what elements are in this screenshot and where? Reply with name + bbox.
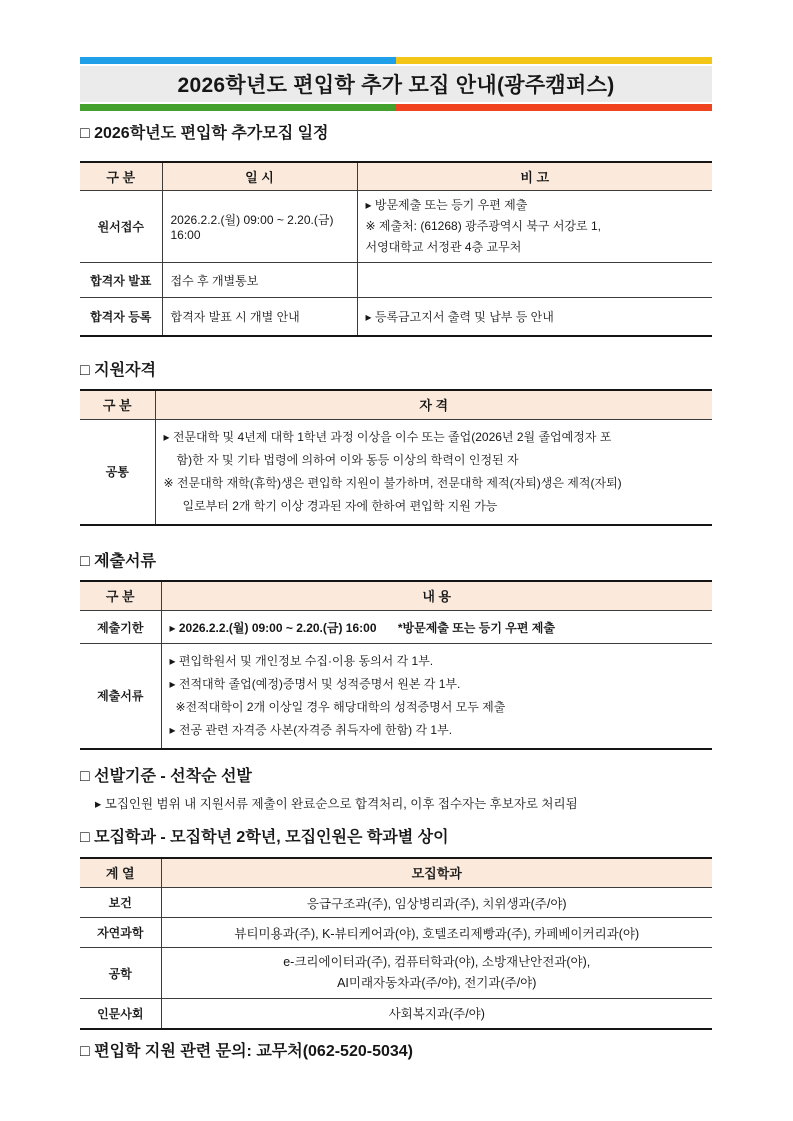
- banner-bottom-bar: [80, 104, 712, 111]
- material-item: ▸ 편입학원서 및 개인정보 수집·이용 동의서 각 1부.: [169, 653, 434, 668]
- row-label: 제출서류: [80, 644, 161, 749]
- row-label: 공통: [80, 420, 155, 525]
- section-heading-criteria: □ 선발기준 - 선착순 선발: [80, 767, 252, 785]
- footer-contact: □ 편입학 지원 관련 문의: 교무처(062-520-5034): [80, 1042, 413, 1060]
- section-heading-departments: □ 모집학과 - 모집학년 2학년, 모집인원은 학과별 상이: [80, 828, 449, 846]
- departments-row-humanities: [80, 999, 712, 1029]
- announcement-remarks: [357, 263, 712, 298]
- departments-header-row: [80, 858, 712, 888]
- criteria-bullet: ▸ 모집인원 범위 내 지원서류 제출이 완료순으로 합격처리, 이후 접수자는 후보자로 처리됨: [95, 796, 578, 811]
- remark-line: 서영대학교 서정관 4층 교무처: [365, 240, 522, 254]
- banner-top-bar: [80, 57, 712, 64]
- schedule-col-remarks: 비 고: [357, 162, 712, 191]
- page-title: 2026학년도 편입학 추가 모집 안내(광주캠퍼스): [177, 74, 615, 97]
- documents-table: [80, 580, 712, 750]
- title-banner: [80, 57, 712, 111]
- field-label: 자연과학: [80, 918, 161, 948]
- qualification-line: ▸ 전문대학 및 4년제 대학 1학년 과정 이상을 이수 또는 졸업(2026년 2월 졸업예정자 포: [163, 429, 612, 444]
- field-label: 인문사회: [80, 999, 161, 1029]
- departments-row-engineering: [80, 948, 712, 999]
- deadline-content: [161, 611, 712, 644]
- majors-line: AI미래자동차과(주/야), 전기과(주/야): [337, 976, 537, 990]
- document-content: [80, 0, 712, 1062]
- qualification-col-requirements: 자 격: [155, 390, 712, 420]
- material-item: ※전적대학이 2개 이상일 경우 해당대학의 성적증명서 모두 제출: [175, 699, 506, 714]
- field-label: 보건: [80, 888, 161, 918]
- qualification-table: [80, 389, 712, 526]
- row-label: 합격자 등록: [80, 298, 162, 336]
- remark-line: ※ 제출처: (61268) 광주광역시 북구 서강로 1,: [365, 219, 601, 233]
- documents-row-materials: [80, 644, 712, 749]
- departments-col-field: 계 열: [80, 858, 161, 888]
- announcement-info: 접수 후 개별통보: [162, 263, 357, 298]
- banner-bar-red: [396, 104, 712, 111]
- registration-remarks: ▸ 등록금고지서 출력 및 납부 등 안내: [365, 309, 554, 324]
- qualification-header-row: [80, 390, 712, 420]
- banner-bar-yellow: [396, 57, 712, 64]
- remark-line: ▸ 방문제출 또는 등기 우편 제출: [365, 198, 528, 212]
- application-period: 2026.2.2.(월) 09:00 ~ 2.20.(금) 16:00: [162, 191, 357, 263]
- qualification-line: 함)한 자 및 기타 법령에 의하여 이와 동등 이상의 학력이 인정된 자: [176, 452, 519, 467]
- majors-line: e-크리에이터과(주), 컴퓨터학과(야), 소방재난안전과(야),: [283, 955, 591, 969]
- row-label: 합격자 발표: [80, 263, 162, 298]
- qualification-line: 일로부터 2개 학기 이상 경과된 자에 한하여 편입학 지원 가능: [182, 498, 498, 513]
- section-heading-qualification: □ 지원자격: [80, 361, 156, 379]
- schedule-table: [80, 161, 712, 337]
- title-band: [80, 66, 712, 102]
- row-label: 원서접수: [80, 191, 162, 263]
- deadline-time: ▸ 2026.2.2.(월) 09:00 ~ 2.20.(금) 16:00: [169, 620, 377, 635]
- qualification-line: ※ 전문대학 재학(휴학)생은 편입학 지원이 불가하며, 전문대학 제적(자퇴)생은 제적(자퇴): [163, 475, 622, 490]
- departments-row-natural-science: [80, 918, 712, 948]
- schedule-col-datetime: 일 시: [162, 162, 357, 191]
- qualification-text: [155, 420, 712, 525]
- row-label: 제출기한: [80, 611, 161, 644]
- field-label: 공학: [80, 948, 161, 999]
- documents-row-deadline: [80, 611, 712, 644]
- materials-list: [161, 644, 712, 749]
- majors-list: 사회복지과(주/야): [388, 1007, 485, 1022]
- documents-header-row: [80, 581, 712, 611]
- departments-table: [80, 857, 712, 1030]
- material-item: ▸ 전공 관련 자격증 사본(자격증 취득자에 한함) 각 1부.: [169, 722, 453, 737]
- schedule-row-registration: [80, 298, 712, 336]
- documents-col-content: 내 용: [161, 581, 712, 611]
- majors-list: 뷰티미용과(주), K-뷰티케어과(야), 호텔조리제빵과(주), 카페베이커리과(야): [161, 918, 712, 948]
- material-item: ▸ 전적대학 졸업(예정)증명서 및 성적증명서 원본 각 1부.: [169, 676, 461, 691]
- deadline-note: *방문제출 또는 등기 우편 제출: [397, 620, 555, 635]
- section-heading-schedule: □ 2026학년도 편입학 추가모집 일정: [80, 125, 329, 142]
- departments-col-majors: 모집학과: [161, 858, 712, 888]
- documents-col-category: 구 분: [80, 581, 161, 611]
- registration-info: 합격자 발표 시 개별 안내: [162, 298, 357, 336]
- banner-bar-green: [80, 104, 396, 111]
- departments-row-health: [80, 888, 712, 918]
- schedule-col-category: 구 분: [80, 162, 162, 191]
- qualification-row-common: [80, 420, 712, 525]
- section-heading-documents: □ 제출서류: [80, 552, 156, 570]
- banner-bar-blue: [80, 57, 396, 64]
- majors-list: [161, 948, 712, 999]
- application-remarks: [357, 191, 712, 263]
- schedule-header-row: [80, 162, 712, 191]
- qualification-col-category: 구 분: [80, 390, 155, 420]
- schedule-row-announcement: [80, 263, 712, 298]
- schedule-row-application: [80, 191, 712, 263]
- majors-list: 응급구조과(주), 임상병리과(주), 치위생과(주/야): [161, 888, 712, 918]
